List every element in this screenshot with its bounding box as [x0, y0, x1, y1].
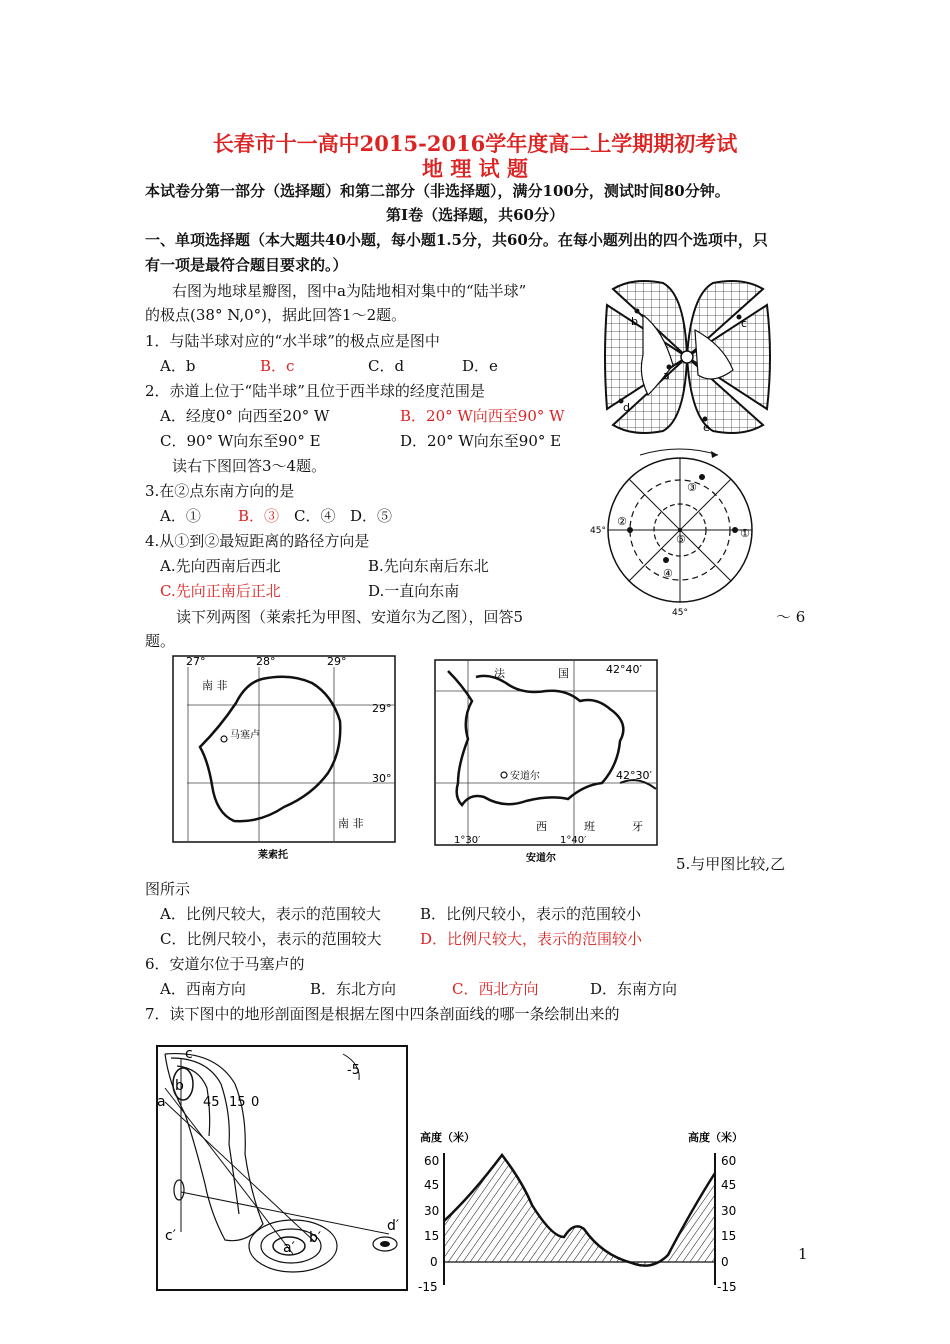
tick-left-30: 30 — [424, 1204, 440, 1218]
tick-left-60: 60 — [424, 1154, 440, 1168]
south-africa-label-1: 南 非 — [202, 679, 228, 692]
tick-right-45: 45 — [721, 1178, 737, 1192]
q6-option-a: A．西南方向 — [160, 980, 246, 998]
lat-30-label: 30° — [372, 772, 392, 785]
andorra-city-label: 安道尔 — [510, 771, 540, 782]
q1-option-d: D．e — [462, 357, 498, 375]
q5-option-c: C．比例尺较小，表示的范围较大 — [160, 930, 382, 948]
lon-28-label: 28° — [256, 655, 276, 668]
contour-label-neg5: -5 — [347, 1063, 360, 1078]
lat-29-label: 29° — [372, 702, 392, 715]
star-petal-map — [603, 275, 773, 440]
lon-130-label: 1°30′ — [454, 835, 481, 846]
q2-option-d: D．20° W向东至90° E — [400, 432, 562, 450]
question-3: 3.在②点东南方向的是 — [145, 482, 295, 500]
tick-right-15: 15 — [721, 1229, 737, 1243]
lon-27-label: 27° — [186, 655, 206, 668]
question-2: 2．赤道上位于“陆半球”且位于西半球的经度范围是 — [145, 382, 485, 400]
lon-140-label: 1°40′ — [560, 835, 587, 846]
contour-label-c: c — [185, 1046, 193, 1062]
q3-option-a: A．① — [160, 507, 201, 525]
tick-left-45: 45 — [424, 1178, 440, 1192]
q5-option-a: A．比例尺较大，表示的范围较大 — [160, 905, 381, 923]
point-4-label: ④ — [663, 567, 673, 580]
south-africa-label-2: 南 非 — [338, 817, 364, 830]
tick-right-30: 30 — [721, 1204, 737, 1218]
france-label-a: 法 — [494, 667, 505, 680]
profile-ylabel-left: 高度（米） — [420, 1131, 475, 1144]
tick-left-15: 15 — [424, 1229, 440, 1243]
deg-left-label: 45° — [590, 526, 606, 536]
terrain-profile — [412, 1125, 767, 1295]
point-3-label: ③ — [687, 481, 697, 494]
maseru-label: 马塞卢 — [230, 730, 260, 741]
tick-right-0: 0 — [721, 1255, 729, 1269]
contour-label-0: 0 — [251, 1095, 260, 1110]
q3-option-b: B．③ — [238, 507, 280, 525]
question-5: 5.与甲图比较,乙 — [676, 855, 786, 873]
section-heading-cont: 有一项是最符合题目要求的。） — [145, 256, 348, 274]
q6-option-c: C．西北方向 — [452, 980, 539, 998]
lesotho-map — [172, 655, 397, 865]
deg-bottom-label: 45° — [672, 608, 688, 615]
tick-right-neg15: -15 — [717, 1280, 737, 1294]
contour-label-15: 15 — [229, 1095, 246, 1110]
q1-option-c: C．d — [368, 357, 405, 375]
tick-right-60: 60 — [721, 1154, 737, 1168]
q1-option-b: B．c — [260, 357, 295, 375]
contour-map — [155, 1044, 410, 1294]
q4-option-a: A.先向西南后西北 — [160, 557, 281, 575]
q2-option-b: B．20° W向西至90° W — [400, 407, 565, 425]
q4-option-b: B.先向东南后东北 — [368, 557, 489, 575]
spain-label-2: 班 — [584, 820, 595, 833]
q3-4-intro: 读右下图回答3～4题。 — [172, 457, 327, 475]
q5-6-intro-cont: 题。 — [145, 632, 176, 650]
star-label-e: e — [703, 421, 710, 434]
exam-subject: 地 理 试 题 — [422, 156, 528, 181]
q1-2-intro-cont: 的极点(38° N,0°)，据此回答1～2题。 — [145, 306, 407, 324]
q4-option-c: C.先向正南后正北 — [160, 582, 281, 600]
star-label-a: a — [663, 369, 670, 382]
section-heading: 一、单项选择题（本大题共40小题，每小题1.5分，共60分。在每小题列出的四个选项中，只 — [145, 231, 768, 249]
question-1: 1．与陆半球对应的“水半球”的极点应是图中 — [145, 332, 440, 350]
spain-label-3: 牙 — [632, 820, 643, 833]
q2-option-a: A．经度0° 向西至20° W — [160, 407, 330, 425]
andorra-caption: 安道尔 — [526, 853, 556, 864]
lon-29-label: 29° — [327, 655, 347, 668]
tick-left-0: 0 — [430, 1255, 438, 1269]
contour-label-c-prime: c′ — [165, 1228, 176, 1244]
q5-option-d: D．比例尺较大，表示的范围较小 — [420, 930, 643, 948]
q2-option-c: C．90° W向东至90° E — [160, 432, 321, 450]
spain-label-1: 西 — [536, 820, 547, 833]
q3-option-c: C．④ — [294, 507, 336, 525]
star-label-d: d — [623, 401, 630, 414]
q5-6-intro-tilde: ～ 6 — [776, 608, 806, 626]
lesotho-caption: 莱索托 — [258, 850, 288, 861]
star-label-b: b — [631, 315, 638, 328]
point-2-label: ② — [617, 515, 627, 528]
andorra-map — [434, 655, 664, 870]
contour-label-a: a — [157, 1094, 166, 1110]
question-4: 4.从①到②最短距离的路径方向是 — [145, 532, 370, 550]
page-number: 1 — [798, 1245, 808, 1263]
q6-option-b: B．东北方向 — [310, 980, 397, 998]
q5-6-intro: 读下列两图（莱索托为甲图、安道尔为乙图），回答5 — [176, 608, 524, 626]
q1-2-intro: 右图为地球星瓣图，图中a为陆地相对集中的“陆半球” — [172, 282, 527, 300]
question-7: 7．读下图中的地形剖面图是根据左图中四条剖面线的哪一条绘制出来的 — [145, 1005, 620, 1023]
profile-ylabel-right: 高度（米） — [688, 1131, 743, 1144]
point-1-label: ① — [740, 527, 750, 540]
france-label-b: 国 — [558, 667, 569, 680]
q5-option-b: B．比例尺较小，表示的范围较小 — [420, 905, 642, 923]
contour-label-45: 45 — [203, 1095, 220, 1110]
contour-label-b-prime: b′ — [309, 1230, 322, 1246]
point-5-label: ⑤ — [676, 533, 686, 546]
tick-left-neg15: -15 — [418, 1280, 438, 1294]
q3-option-d: D．⑤ — [350, 507, 393, 525]
question-6: 6．安道尔位于马塞卢的 — [145, 955, 305, 973]
question-5-cont: 图所示 — [145, 880, 191, 898]
star-label-c: c — [741, 317, 748, 330]
part-heading: 第Ⅰ卷（选择题，共60分） — [386, 206, 564, 224]
lat-4230-label: 42°30′ — [616, 769, 652, 782]
polar-diagram — [590, 445, 770, 615]
exam-title: 长春市十一高中2015-2016学年度高二上学期期初考试 — [212, 131, 738, 156]
contour-label-a-prime: a′ — [283, 1240, 295, 1256]
contour-label-b: b — [175, 1078, 184, 1094]
q4-option-d: D.一直向东南 — [368, 582, 460, 600]
exam-intro: 本试卷分第一部分（选择题）和第二部分（非选择题），满分100分，测试时间80分钟。 — [145, 182, 730, 200]
q6-option-d: D．东南方向 — [590, 980, 678, 998]
contour-label-d-prime: d′ — [387, 1218, 400, 1234]
lat-4240-label: 42°40′ — [606, 663, 642, 676]
q1-option-a: A．b — [160, 357, 196, 375]
